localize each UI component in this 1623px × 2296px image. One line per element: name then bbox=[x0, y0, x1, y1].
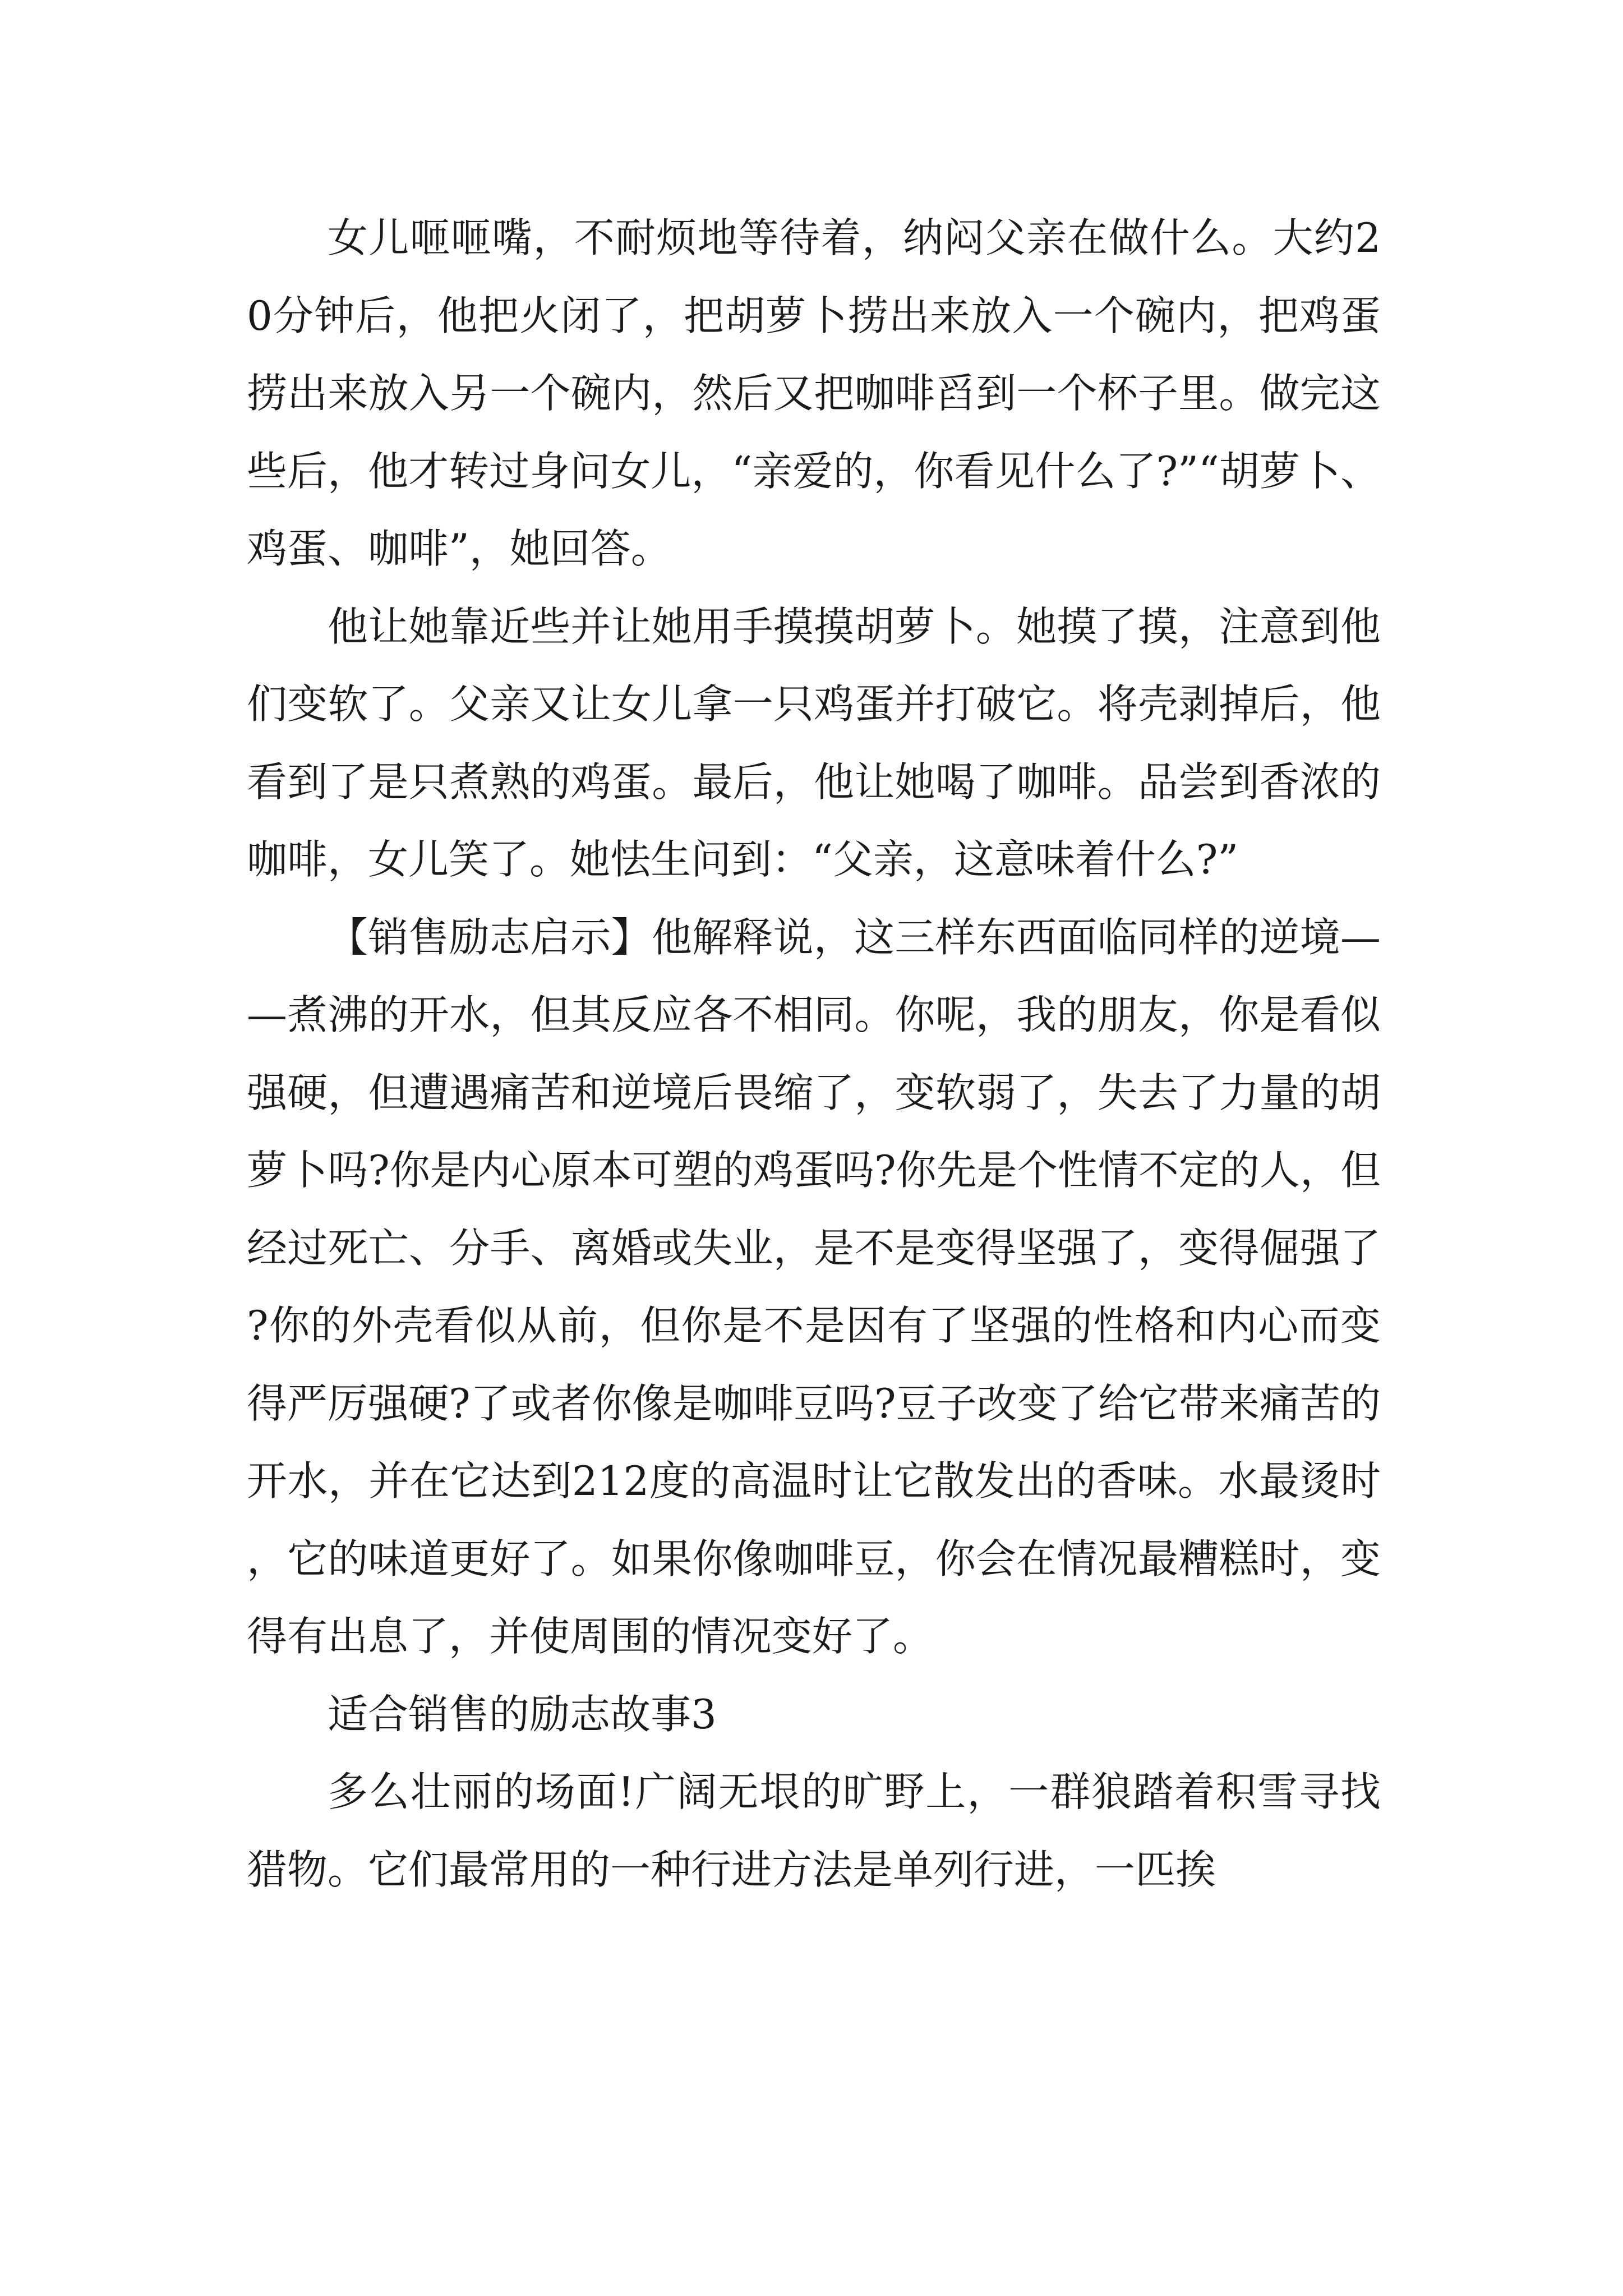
paragraph-wolves: 多么壮丽的场面!广阔无垠的旷野上，一群狼踏着积雪寻找猎物。它们最常用的一种行进方法是单列行进，一匹挨 bbox=[247, 1768, 1381, 1893]
paragraph-father-cooking: 女儿咂咂嘴，不耐烦地等待着，纳闷父亲在做什么。大约20分钟后，他把火闭了，把胡萝卜捞出来放入一个碗内，把鸡蛋捞出来放入另一个碗内，然后又把咖啡舀到一个杯子里。做完这些后，他才转过身问女儿，“亲爱的，你看见什么了?”“胡萝卜、鸡蛋、咖啡”，她回答。 bbox=[247, 214, 1381, 572]
paragraph-sales-insight: 【销售励志启示】他解释说，这三样东西面临同样的逆境——煮沸的开水，但其反应各不相同。你呢，我的朋友，你是看似强硬，但遭遇痛苦和逆境后畏缩了，变软弱了，失去了力量的胡萝卜吗?你是内心原本可塑的鸡蛋吗?你先是个性情不定的人，但经过死亡、分手、离婚或失业，是不是变得坚强了，变得倔强了?你的外壳看似从前，但你是不是因有了坚强的性格和内心而变得严厉强硬?了或者你像是咖啡豆吗?豆子改变了给它带来痛苦的开水，并在它达到212度的高温时让它散发出的香味。水最烫时，它的味道更好了。如果你像咖啡豆，你会在情况最糟糕时，变得有出息了，并使周围的情况变好了。 bbox=[247, 913, 1381, 1660]
paragraph-daughter-tasting: 他让她靠近些并让她用手摸摸胡萝卜。她摸了摸，注意到他们变软了。父亲又让女儿拿一只鸡蛋并打破它。将壳剥掉后，他看到了是只煮熟的鸡蛋。最后，他让她喝了咖啡。品尝到香浓的咖啡，女儿笑了。她怯生问到：“父亲，这意味着什么?” bbox=[247, 602, 1381, 883]
section-heading: 适合销售的励志故事3 bbox=[328, 1690, 717, 1738]
document-body bbox=[247, 199, 1381, 1908]
